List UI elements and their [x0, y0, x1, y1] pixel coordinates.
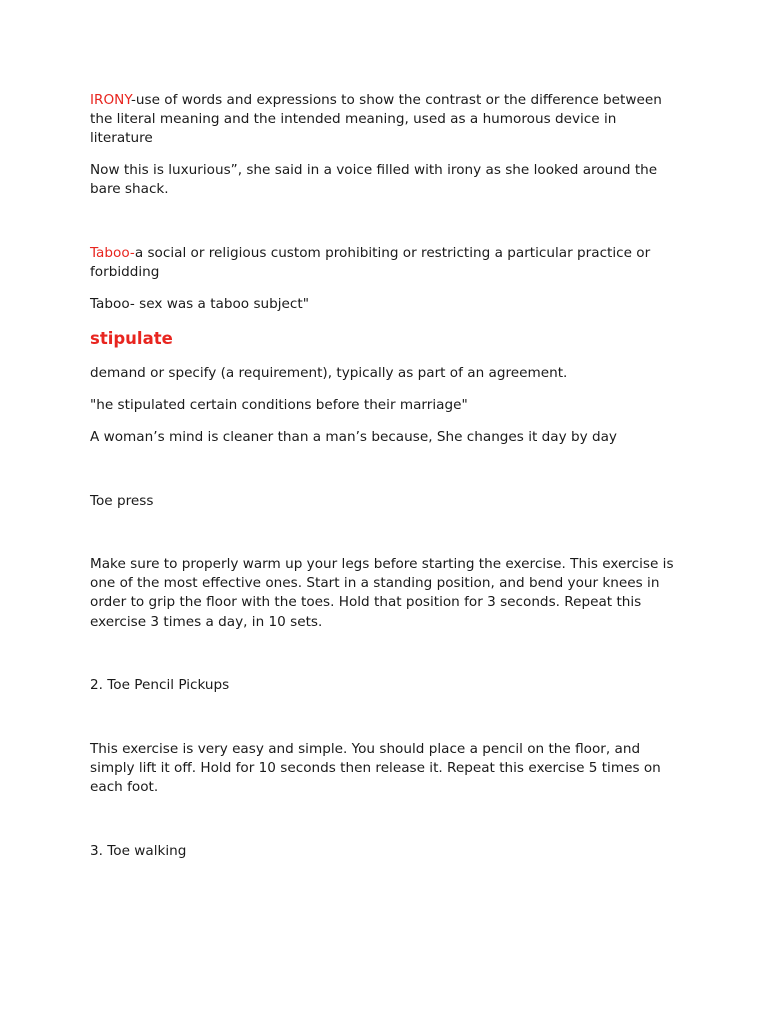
exercise-description: Make sure to properly warm up your legs before starting the exercise. This exercise is one of the most effective ones. Start in a standing position, and bend your knees in order to grip the floor with the toes. Hold that position for 3 seconds. Repeat this exercise 3 times a day, in 10 sets.	[90, 556, 674, 630]
exercise-title: 3. Toe walking	[90, 843, 187, 859]
taboo-term: Taboo-	[90, 245, 135, 261]
stipulate-definition: demand or specify (a requirement), typically as part of an agreement.	[90, 365, 568, 381]
irony-example: Now this is luxurious”, she said in a voice filled with irony as she looked around the bare shack.	[90, 162, 658, 198]
stipulate-heading: stipulate	[90, 329, 173, 348]
joke-text: A woman’s mind is cleaner than a man’s because, She changes it day by day	[90, 429, 617, 445]
stipulate-example: "he stipulated certain conditions before their marriage"	[90, 397, 468, 413]
exercise-title: Toe press	[90, 493, 154, 509]
irony-term: IRONY	[90, 92, 132, 108]
exercise-title: 2. Toe Pencil Pickups	[90, 677, 230, 693]
exercise-description: This exercise is very easy and simple. You should place a pencil on the floor, and simply lift it off. Hold for 10 seconds then release it. Repeat this exercise 5 times on each foot.	[90, 741, 661, 796]
taboo-definition	[90, 244, 680, 282]
taboo-example: Taboo- sex was a taboo subject"	[90, 296, 309, 312]
irony-definition-text: -use of words and expressions to show the contrast or the difference between the literal meaning and the intended meaning, used as a humorous device in literature	[90, 92, 662, 147]
irony-definition	[90, 91, 680, 149]
taboo-definition-text: a social or religious custom prohibiting or restricting a particular practice or forbidding	[90, 245, 651, 281]
